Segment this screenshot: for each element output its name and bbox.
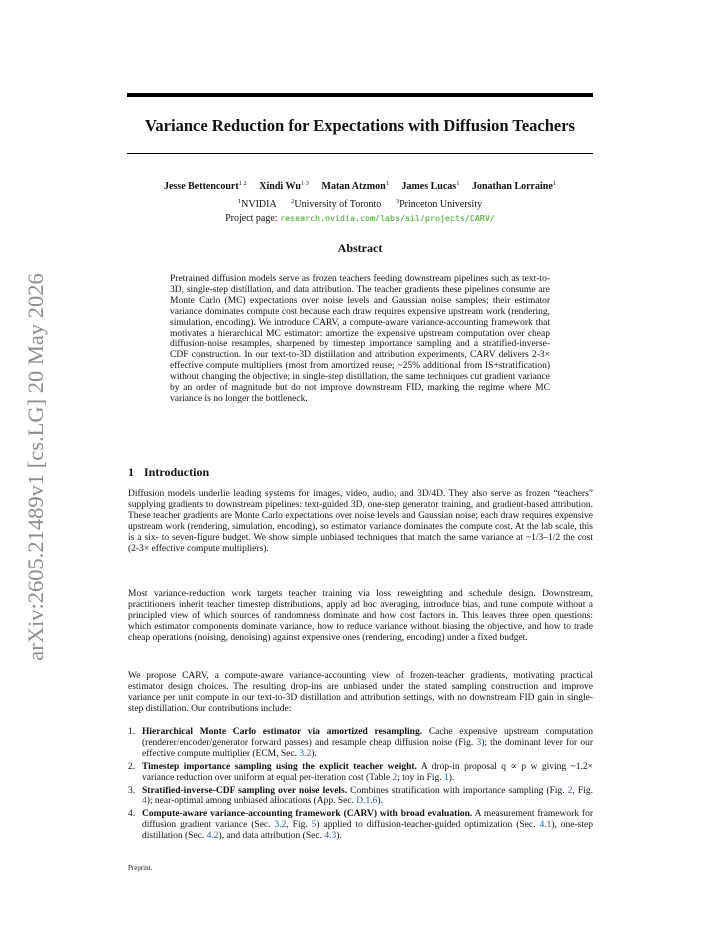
contribution-item: 4. Compute-aware variance-accounting framework (CARV) with broad evaluation. A measurement framework for diffusion gradient variance (Sec. 3.2, Fig. 5) applied to diffusion-teacher-guided optimization (Sec. 4.1), one-step distillation (Sec. 4.2), and data attribution (Sec. 4.3).	[128, 809, 593, 842]
title-top-rule	[127, 93, 593, 97]
author-list	[127, 177, 593, 193]
figure-reference-link[interactable]: 1	[444, 772, 449, 783]
figure-reference-link[interactable]: 4	[142, 796, 147, 807]
arxiv-sidebar-id	[16, 258, 56, 676]
figure-reference-link[interactable]: 5	[311, 820, 317, 831]
arxiv-id-text: arXiv:2605.21489v1 [cs.LG] 20 May 2026	[23, 273, 48, 661]
project-page-line	[127, 212, 593, 225]
section-reference-link[interactable]: 4.3	[324, 831, 337, 842]
section-reference-link[interactable]: 4.2	[206, 831, 219, 842]
author: Xindi $Wu^{1 3}$	[259, 180, 310, 192]
affiliation: $^1$NVIDIA	[237, 198, 277, 210]
intro-paragraph-1: Diffusion models underlie leading systems for images, video, audio, and 3D/4D. They also serve as frozen “teachers” supplying gradients to downstream pipelines: text-guided 3D, one-step generator training, and gradient-based attribution. These teacher gradients are Monte Carlo expectations over noise levels and Gaussian noise; each draw requires expensive upstream work (rendering, simulation, encoding), so estimator variance dominates the compute cost. At the lab scale, this is a six- to seven-figure budget. We show simple unbiased techniques that match the same variance at ~1/3–1/2 the cost (2-3× effective compute multipliers).	[128, 489, 593, 554]
footer-note: Preprint.	[128, 864, 153, 872]
author: Jonathan Lorraine$^1$	[471, 180, 557, 192]
intro-paragraph-3: We propose CARV, a compute-aware variance-accounting view of frozen-teacher gradients, motivating practical estimator design choices. The resulting drop-ins are unbiased under the stated sampling construction and improve variance per unit compute in our text-to-3D distillation and attribution settings, with no downstream FID gain in single-step distillation. Our contributions include:	[128, 671, 593, 714]
contribution-item: 1. Hierarchical Monte Carlo estimator via amortized resampling. Cache expensive upstream computation (renderer/encoder/generator forward passes) and resample cheap diffusion noise (Fig. 3); the dominant lever for our effective compute multiplier (ECM, Sec. 3.2).	[128, 727, 593, 759]
section-reference-link[interactable]: 4.1	[539, 820, 552, 831]
figure-reference-link[interactable]: 2	[567, 785, 573, 796]
section-reference-link[interactable]: 3.2	[299, 748, 312, 759]
section-title: Introduction	[144, 465, 210, 479]
author: Matan Atzmon$^1$	[321, 180, 389, 192]
section-number: 1	[128, 465, 134, 479]
section-heading	[128, 465, 209, 480]
project-page-label: Project page:	[225, 213, 281, 224]
author: Jesse Bettencourt$^{1 2}$	[163, 180, 247, 192]
project-page-link[interactable]: research.nvidia.com/labs/sil/projects/CARV/	[280, 213, 495, 223]
section-reference-link[interactable]: 3.2	[274, 820, 287, 831]
affiliation: $^3$Princeton University	[395, 198, 483, 210]
title-bottom-rule	[127, 153, 593, 154]
contribution-item: 3. Stratified-inverse-CDF sampling over noise levels. Combines stratification with importance sampling (Fig. 2, Fig. 4); near-optimal among unbiased allocations (App. Sec. D.1.6).	[128, 785, 593, 807]
abstract-heading: Abstract	[337, 241, 383, 255]
affiliation-list	[127, 195, 593, 211]
contribution-list	[128, 727, 593, 844]
author: James Lucas$^1$	[401, 180, 460, 192]
abstract-text: Pretrained diffusion models serve as frozen teachers feeding downstream pipelines such as text-to-3D, single-step distillation, and data attribution. The teacher gradients these pipelines consume are Monte Carlo (MC) expectations over noise levels and Gaussian noise samples; their estimator variance dominates compute cost because each draw requires expensive upstream work (rendering, simulation, encoding). We introduce CARV, a compute-aware variance-accounting framework that motivates a hierarchical MC estimator: amortize the expensive upstream computation over cheap diffusion-noise resamples, sharpened by timestep importance sampling and a stratified-inverse-CDF construction. In our text-to-3D distillation and attribution experiments, CARV delivers 2-3× effective compute multipliers (most from amortized reuse; ~25% additional from IS+stratification) without changing the objective; in single-step distillation, the same techniques cut gradient variance by an order of magnitude but do not improve downstream FID, marking the regime where MC variance is no longer the bottleneck.	[170, 274, 550, 404]
intro-paragraph-2: Most variance-reduction work targets teacher training via loss reweighting and schedule design. Downstream, practitioners inherit teacher timestep distributions, apply ad hoc averaging, introduce bias, and tune compute without a principled view of which sources of randomness dominate and how cost factors in. This leaves three open questions: which estimator components dominate variance, how to reduce variance without biasing the objective, and how to trade cheap operations (noising, denoising) against expensive ones (rendering, encoding) under a fixed budget.	[128, 589, 593, 643]
table-reference-link[interactable]: 2	[392, 772, 398, 783]
paper-title: Variance Reduction for Expectations with Diffusion Teachers	[145, 116, 575, 135]
figure-reference-link[interactable]: 3	[476, 737, 482, 748]
contribution-item: 2. Timestep importance sampling using the explicit teacher weight. A drop-in proposal q ∝ p w giving ~1.2× variance reduction over uniform at equal per-iteration cost (Table 2; toy in Fig. 1).	[128, 761, 593, 783]
affiliation: $^2$University of Toronto	[291, 198, 382, 210]
appendix-reference-link[interactable]: D.1.6	[356, 796, 378, 807]
